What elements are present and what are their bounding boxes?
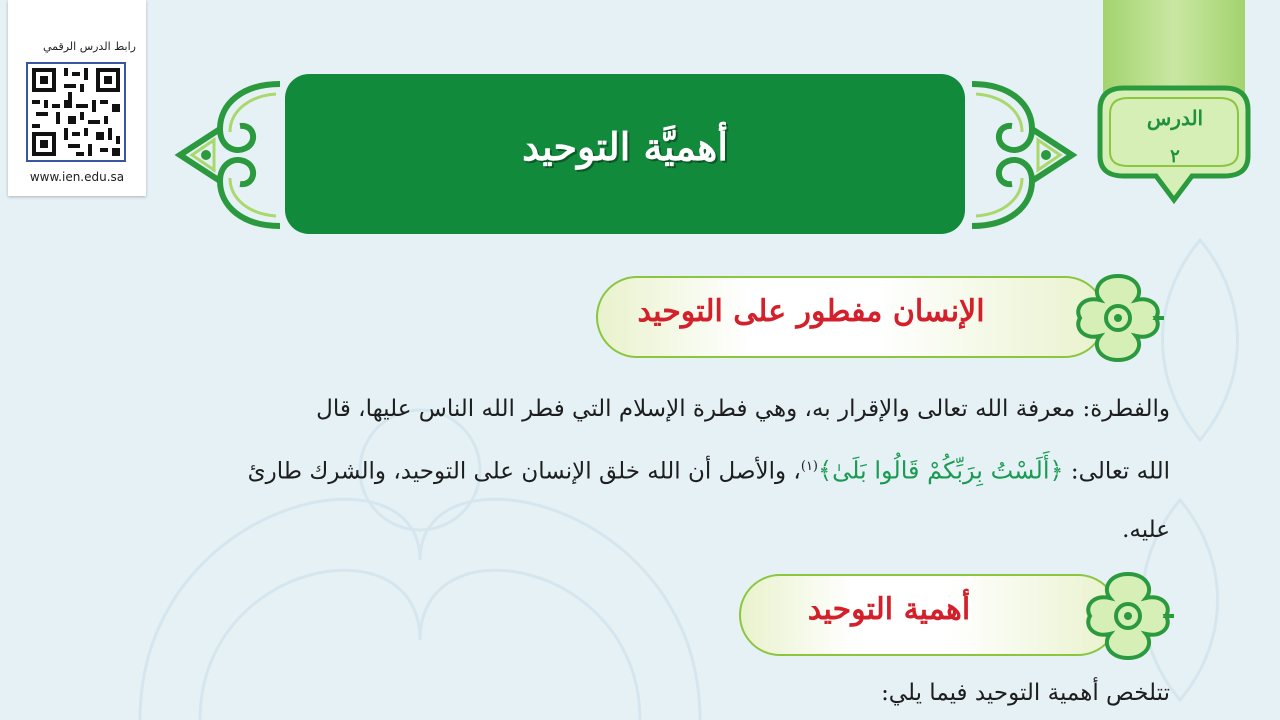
paragraph-line-2-start: الله تعالى: [1063, 458, 1170, 485]
section-heading-importance [739, 574, 1119, 656]
qr-label: رابط الدرس الرقمي [42, 40, 136, 53]
section-ornament-icon [1070, 270, 1166, 366]
body-paragraph [70, 380, 1170, 559]
paragraph-line-3: عليه. [1122, 516, 1170, 543]
lesson-badge-shape [1080, 80, 1268, 208]
paragraph-line-2 [70, 438, 1170, 501]
paragraph-line-2-end: ، والأصل أن الله خلق الإنسان على التوحيد، والشرك طارئ [247, 458, 801, 485]
importance-intro: تتلخص أهمية التوحيد فيما يلي: [881, 680, 1170, 706]
paragraph-line-1: والفطرة: معرفة الله تعالى والإقرار به، وهي فطرة الإسلام التي فطر الله الناس عليها، قال [316, 396, 1170, 422]
qr-code-card[interactable] [8, 0, 146, 196]
left-ornament-icon [172, 74, 284, 236]
lesson-url[interactable]: www.ien.edu.sa [29, 170, 125, 184]
quran-verse: ﴿أَلَسْتُ بِرَبِّكُمْ قَالُوا بَلَىٰ﴾ [818, 456, 1064, 485]
qr-code[interactable] [26, 62, 126, 162]
section-heading-fitra [596, 276, 1106, 358]
section-heading-text: الإنسان مفطور على التوحيد [637, 294, 985, 329]
lesson-label: الدرس [1146, 106, 1204, 130]
right-ornament-icon [968, 74, 1080, 236]
title-banner [285, 74, 965, 234]
lesson-number: ٢ [1170, 146, 1180, 167]
qr-code-icon [28, 64, 124, 160]
footnote-marker[interactable]: (١) [800, 459, 818, 474]
section-ornament-icon [1080, 568, 1176, 664]
page-title: أهميَّة التوحيد [522, 124, 728, 169]
section-heading-text: أهمية التوحيد [807, 592, 971, 627]
